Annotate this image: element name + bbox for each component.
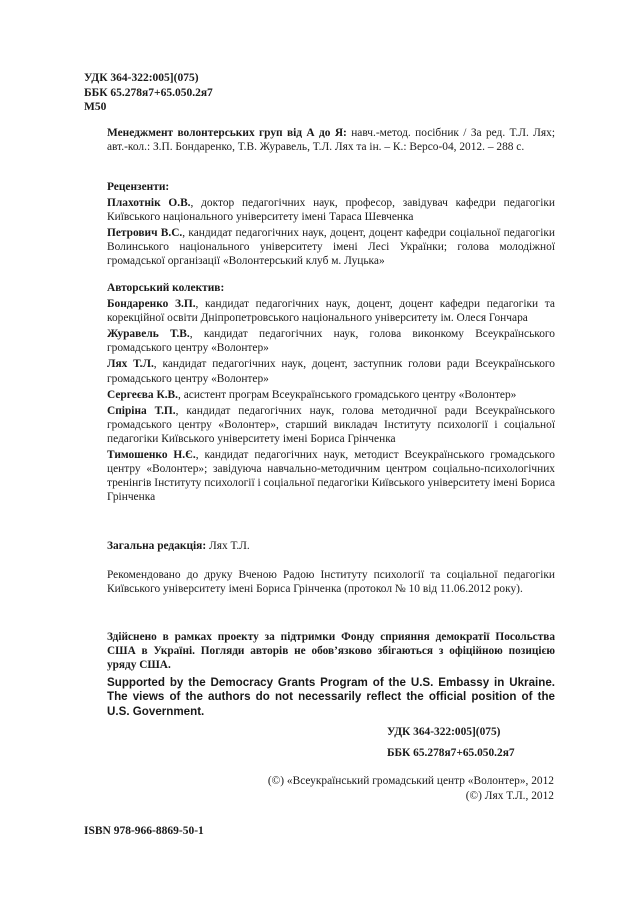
bbk-code: ББК 65.278я7+65.050.2я7 — [84, 86, 213, 99]
author-name: Лях Т.Л. — [107, 358, 154, 371]
author-entry — [107, 448, 555, 504]
copyright-line: (©) Лях Т.Л., 2012 — [465, 790, 554, 802]
author-desc: , кандидат педагогічних наук, голова виконкому Всеукраїнського громадського центру «Волонтер» — [107, 328, 555, 355]
citation-title: Менеджмент волонтерських груп від А до Я: — [107, 127, 347, 139]
reviewer-desc: , кандидат педагогічних наук, доцент, доцент кафедри соціальної педагогіки Волинського національного університету імені Лесі Українки; голова молодіжної громадської організації «Волонтерський клуб м. Луцька» — [107, 227, 555, 268]
reviewer-entry — [107, 226, 555, 268]
author-entry — [107, 388, 555, 402]
author-entry — [107, 404, 555, 446]
support-notice-ukrainian: Здійснено в рамках проекту за підтримки Фонду сприяння демократії Посольства США в Україні. Погляди авторів не обов’язково збігаються з офіційною позицією уряду США. — [107, 631, 555, 672]
author-desc: , кандидат педагогічних наук, доцент, доцент кафедри педагогіки та корекційної освіти Дніпропетровського національного університету ім. Олеся Гончара — [107, 298, 555, 325]
author-index: М50 — [84, 101, 107, 113]
general-editor-value: Лях Т.Л. — [206, 540, 250, 552]
author-desc: , кандидат педагогічних наук, методист Всеукраїнського громадського центру «Волонтер»; завідуюча навчально-методичним центром соціально-психологічних тренінгів Інституту психології і соціальної педагогіки Київського університету імені Бориса Грінченка — [107, 449, 555, 504]
author-name: Сергеєва К.В. — [107, 388, 179, 401]
reviewer-name: Плахотнік О.В. — [107, 197, 191, 210]
classification-header — [84, 71, 213, 115]
author-entry — [107, 327, 555, 355]
authors-heading: Авторський колектив: — [107, 282, 225, 294]
general-editor — [107, 539, 555, 553]
reviewers-heading: Рецензенти: — [107, 181, 170, 193]
reviewer-entry — [107, 196, 555, 224]
bbk-code-right: ББК 65.278я7+65.050.2я7 — [387, 747, 515, 759]
recommendation: Рекомендовано до друку Вченою Радою Інституту психології та соціальної педагогіки Київського університету імені Бориса Грінченка (протокол № 10 від 11.06.2012 року). — [107, 569, 555, 596]
author-name: Тимошенко Н.Є. — [107, 449, 196, 462]
reviewer-name: Петрович В.С. — [107, 227, 183, 240]
author-desc: , кандидат педагогічних наук, доцент, заступник голови ради Всеукраїнського громадського центру «Волонтер» — [107, 358, 555, 385]
citation — [107, 126, 555, 154]
author-desc: , асистент програм Всеукраїнського громадського центру «Волонтер» — [178, 388, 517, 401]
copyright-block — [268, 774, 554, 804]
udk-code-right: УДК 364-322:005](075) — [387, 726, 501, 738]
udk-code: УДК 364-322:005](075) — [84, 72, 199, 84]
author-name: Бондаренко З.П. — [107, 298, 196, 311]
reviewers-section — [107, 180, 555, 271]
citation-rest: навч.-метод. посібник / За ред. Т.Л. Лях; авт.-кол.: З.П. Бондаренко, Т.В. Журавель, Т.Л. Лях та ін. – К.: Версо-04, 2012. – 288 с. — [107, 127, 555, 154]
classification-codes-right — [387, 722, 515, 764]
general-editor-label: Загальна редакція: — [107, 540, 207, 552]
copyright-line: (©) «Всеукраїнський громадський центр «Волонтер», 2012 — [267, 775, 554, 787]
author-desc: , кандидат педагогічних наук, голова методичної ради Всеукраїнського громадського центру «Волонтер», старший викладач Інституту психології і соціальної педагогіки Київського університету імені Бориса Грінченка — [107, 404, 555, 445]
isbn: ISBN 978-966-8869-50-1 — [84, 825, 204, 837]
reviewer-desc: , доктор педагогічних наук, професор, завідувач кафедри педагогіки Київського національного університету імені Тараса Шевченка — [107, 197, 556, 224]
authors-section — [107, 281, 555, 506]
support-notice-english: Supported by the Democracy Grants Program of the U.S. Embassy in Ukraine. The views of the authors do not necessarily reflect the official position of the U.S. Government. — [107, 676, 555, 718]
author-entry — [107, 357, 555, 385]
author-entry — [107, 297, 555, 325]
author-name: Спіріна Т.П. — [107, 404, 176, 417]
author-name: Журавель Т.В. — [107, 328, 190, 341]
